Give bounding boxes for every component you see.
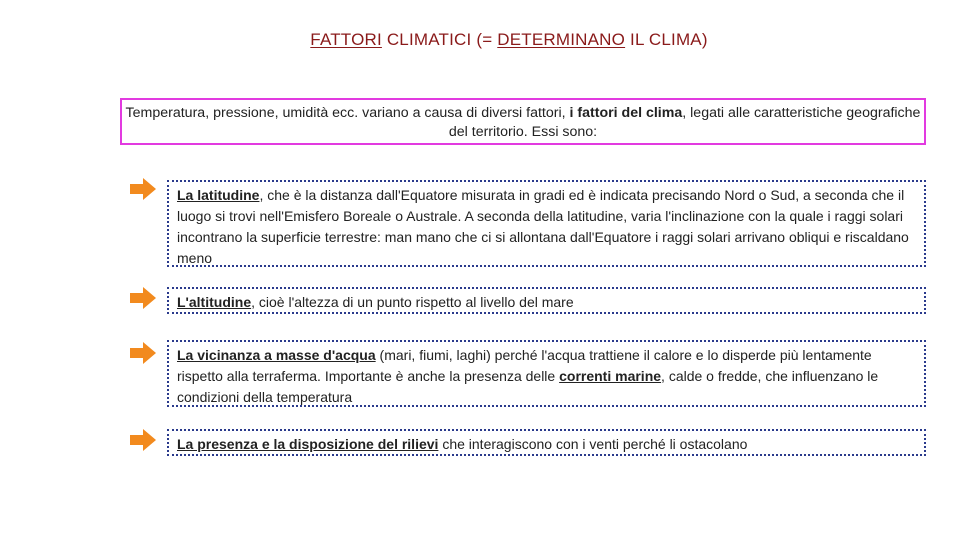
intro-text-bold: i fattori del clima — [569, 105, 683, 121]
title-part-clima: IL CLIMA) — [625, 30, 708, 49]
factor-box-rilievi — [167, 429, 926, 456]
arrow-icon — [130, 342, 156, 364]
arrow-icon — [130, 287, 156, 309]
factor-box-latitudine — [167, 180, 926, 267]
intro-text-a: Temperatura, pressione, umidità ecc. variano a causa di diversi fattori, — [125, 105, 570, 121]
factor-key: La vicinanza a masse d'acqua — [177, 347, 376, 363]
factor-text: , cioè l'altezza di un punto rispetto al livello del mare — [251, 294, 574, 310]
title-part-fattori: FATTORI — [310, 30, 382, 49]
factor-inline-key: correnti marine — [559, 368, 662, 384]
factor-key: La latitudine — [177, 187, 260, 203]
factor-box-masse-acqua — [167, 340, 926, 407]
title-part-determinano: DETERMINANO — [497, 30, 626, 49]
factor-text-tail: , calde o fredde, che influenzano le condizioni della temperatura — [177, 368, 879, 405]
arrow-icon — [130, 429, 156, 451]
factor-text: , che è la distanza dall'Equatore misurata in gradi ed è indicata precisando Nord o Sud, a seconda che il luogo si trovi nell'Emisfero Boreale o Australe. A seconda della latitudine, varia l'inclinazione con la quale i raggi solari incontrano la superficie terrestre: man mano che ci si allontana dall'Equatore i raggi solari arrivano obliqui e riscaldano meno — [177, 187, 909, 266]
factor-text: (mari, fiumi, laghi) perché l'acqua trattiene il calore e lo disperde più lentamente rispetto alla terraferma. Importante è anche la presenza delle — [177, 347, 872, 384]
factor-key: La presenza e la disposizione del rilievi — [177, 436, 439, 452]
intro-box — [120, 98, 926, 145]
factor-text: che interagiscono con i venti perché li ostacolano — [438, 436, 748, 452]
arrow-icon — [130, 178, 156, 200]
page-title — [0, 30, 960, 50]
factor-box-altitudine — [167, 287, 926, 314]
title-part-climatici: CLIMATICI (= — [381, 30, 498, 49]
factor-key: L'altitudine — [177, 294, 252, 310]
intro-text-b: , legati alle caratteristiche geografiche del territorio. Essi sono: — [448, 105, 921, 140]
